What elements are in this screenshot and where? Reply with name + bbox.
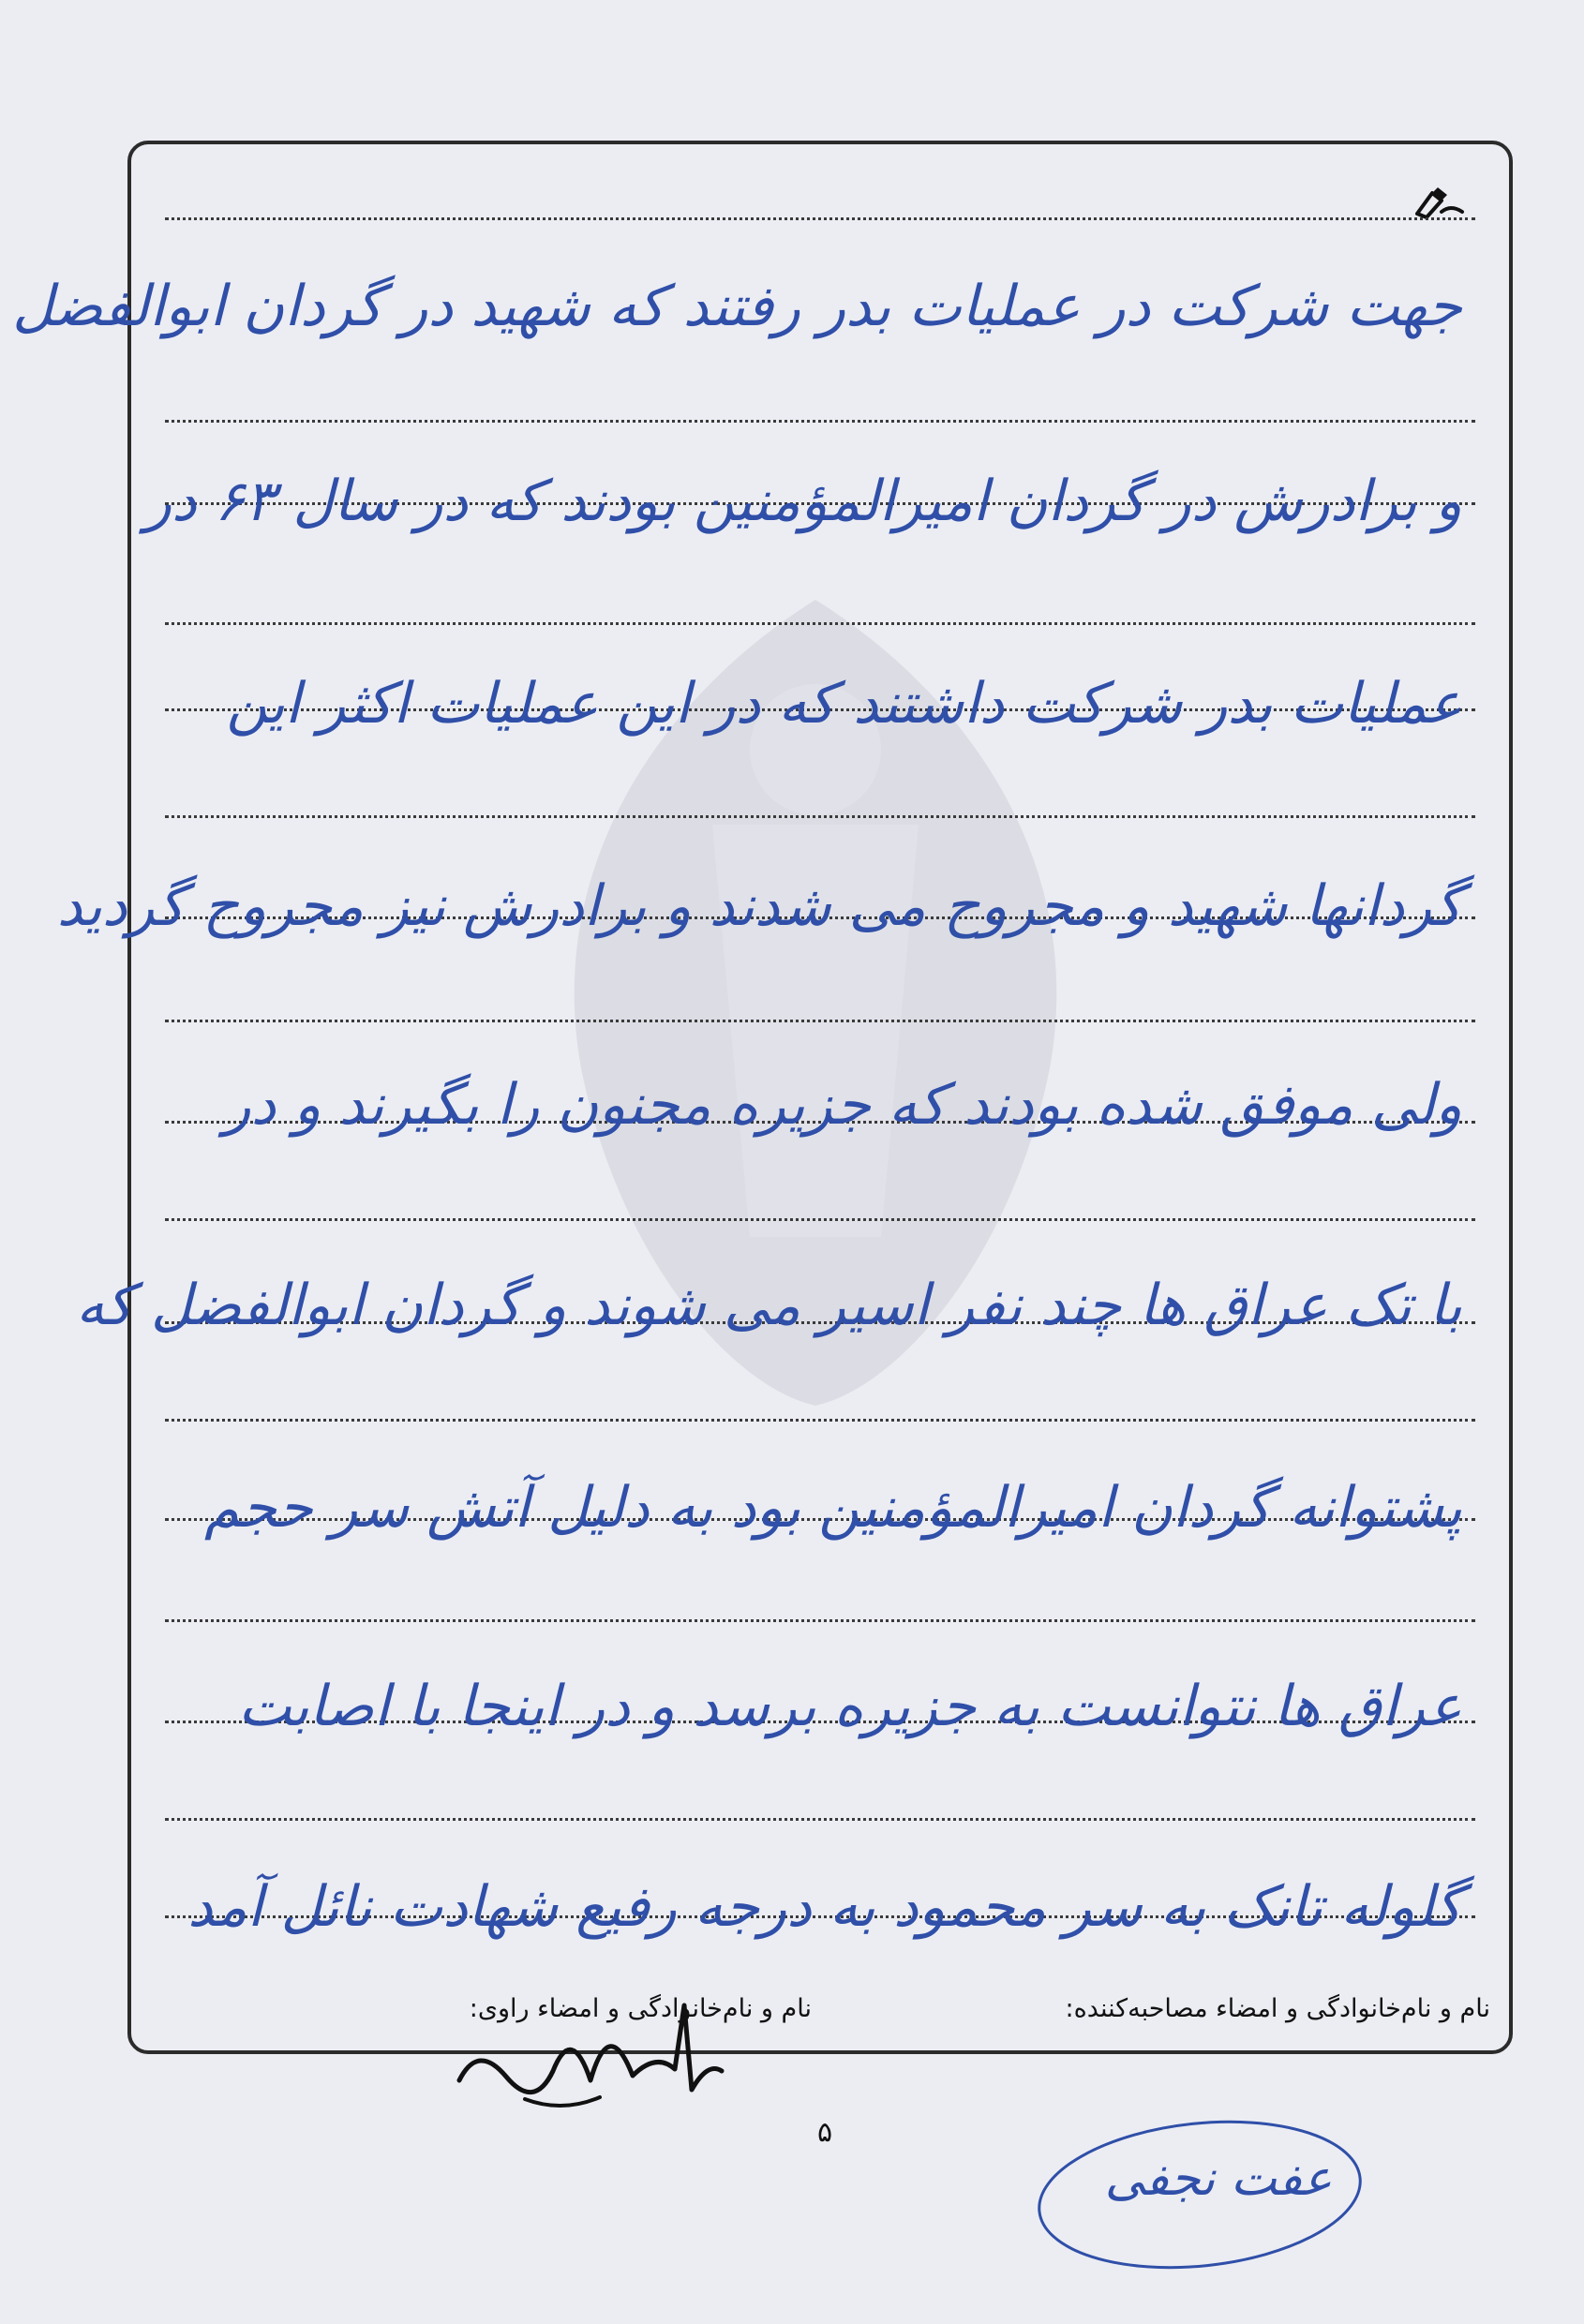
narrator-signature xyxy=(441,1987,731,2127)
ruled-line xyxy=(165,420,1475,423)
ruled-line xyxy=(165,1218,1475,1221)
handwritten-line: پشتوانه گردان امیرالمؤمنین بود به دلیل آتش سر حجم xyxy=(203,1475,1462,1541)
handwritten-line: عملیات بدر شرکت داشتند که در این عملیات اکثر این xyxy=(226,671,1462,737)
ruled-line xyxy=(165,815,1475,818)
handwritten-line: با تک عراق ها چند نفر اسیر می شوند و گردان ابوالفضل که xyxy=(76,1273,1462,1338)
handwritten-line: ولی موفق شده بودند که جزیره مجنون را بگیرند و در xyxy=(223,1072,1462,1138)
ruled-line xyxy=(165,217,1475,220)
ruled-line xyxy=(165,1619,1475,1622)
handwritten-line: گردانها شهید و مجروح می شدند و برادرش نیز مجروح گردید xyxy=(56,873,1462,939)
ruled-line xyxy=(165,1419,1475,1422)
pen-writing-icon xyxy=(1413,184,1466,221)
interviewer-signature: عفت نجفی xyxy=(1104,2151,1333,2207)
ruled-line xyxy=(165,622,1475,625)
narrator-signature-label: نام و نام‌خانوادگی و امضاء راوی: xyxy=(469,1994,812,2023)
page-number: ۵ xyxy=(816,2116,833,2149)
handwritten-line: جهت شرکت در عملیات بدر رفتند که شهید در گردان ابوالفضل xyxy=(12,274,1462,339)
handwritten-line: عراق ها نتوانست به جزیره برسد و در اینجا با اصابت xyxy=(238,1674,1462,1739)
interviewer-signature-label: نام و نام‌خانوادگی و امضاء مصاحبه‌کننده: xyxy=(1065,1994,1490,2023)
handwritten-line: گلوله تانک به سر محمود به درجه رفیع شهادت نائل آمد xyxy=(187,1874,1462,1940)
ruled-line xyxy=(165,1818,1475,1821)
handwritten-line: و برادرش در گردان امیرالمؤمنین بودند که در سال ۶۳ در xyxy=(144,469,1462,534)
ruled-line xyxy=(165,1020,1475,1022)
